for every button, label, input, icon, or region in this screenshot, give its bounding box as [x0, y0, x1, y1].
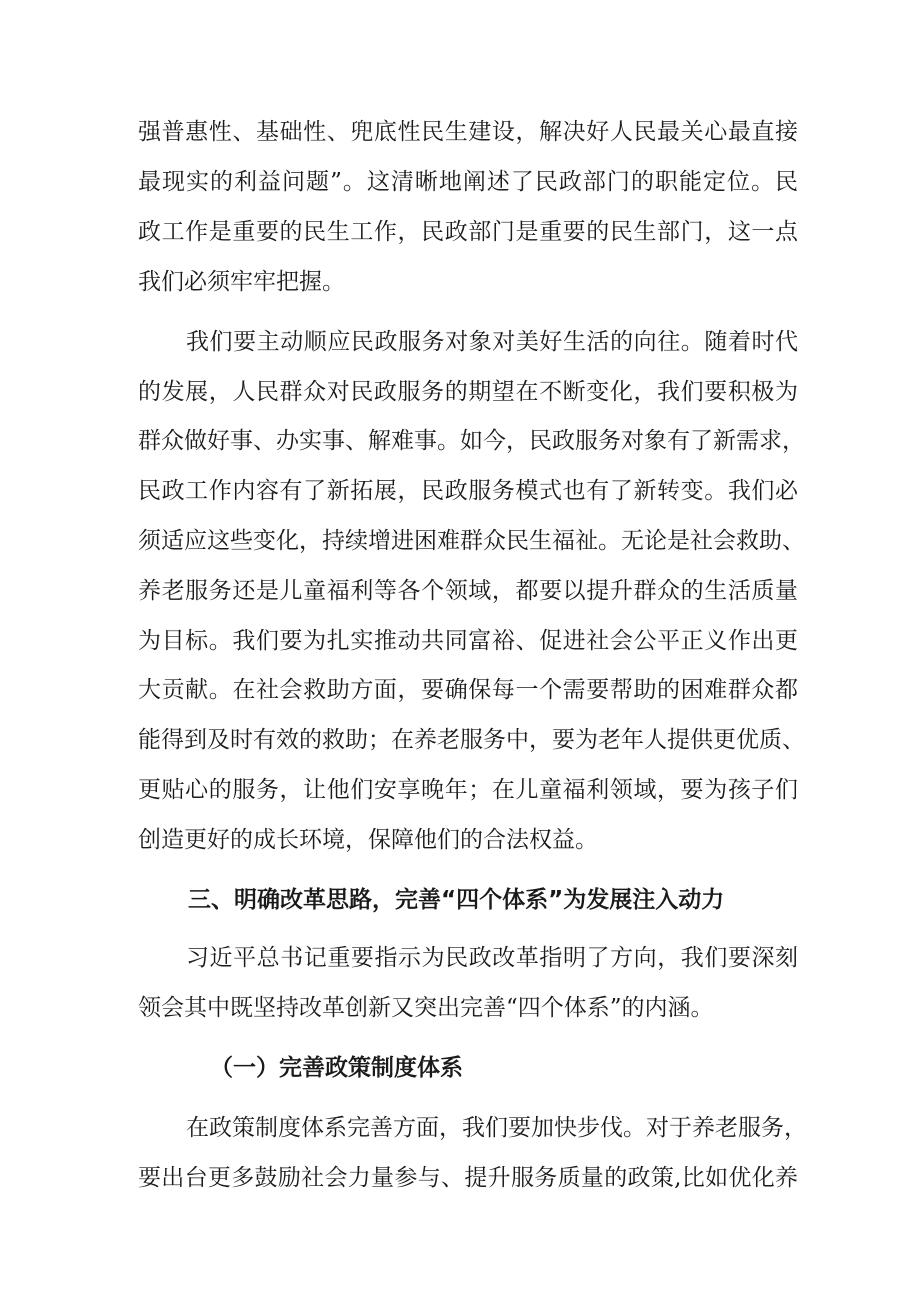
paragraph-line: 民政工作内容有了新拓展，民政服务模式也有了新转变。我们必	[138, 478, 798, 504]
section-heading: 三、明确改革思路，完善“四个体系”为发展注入动力	[188, 887, 725, 913]
paragraph-line: 为目标。我们要为扎实推动共同富裕、促进社会公平正义作出更	[138, 628, 798, 654]
paragraph-line: 政工作是重要的民生工作，民政部门是重要的民生部门，这一点	[138, 219, 798, 245]
paragraph-line: 大贡献。在社会救助方面，要确保每一个需要帮助的困难群众都	[138, 677, 798, 703]
paragraph-line: 能得到及时有效的救助；在养老服务中，要为老年人提供更优质、	[138, 727, 805, 753]
paragraph-line: 我们要主动顺应民政服务对象对美好生活的向往。随着时代	[186, 329, 798, 355]
paragraph-line: 更贴心的服务，让他们安享晚年；在儿童福利领域，要为孩子们	[138, 777, 798, 803]
paragraph-line: 我们必须牢牢把握。	[138, 269, 345, 295]
paragraph-line: 创造更好的成长环境，保障他们的合法权益。	[138, 827, 598, 853]
paragraph-line: 要出台更多鼓励社会力量参与、提升服务质量的政策,比如优化养	[138, 1165, 798, 1191]
paragraph-line: 在政策制度体系完善方面，我们要加快步伐。对于养老服务，	[186, 1115, 807, 1141]
paragraph-line: 群众做好事、办实事、解难事。如今，民政服务对象有了新需求，	[138, 428, 805, 454]
paragraph-line: 领会其中既坚持改革创新又突出完善“四个体系”的内涵。	[138, 995, 714, 1021]
paragraph-line: 习近平总书记重要指示为民政改革指明了方向，我们要深刻	[186, 945, 798, 971]
paragraph-line: 最现实的利益问题”。这清晰地阐述了民政部门的职能定位。民	[138, 169, 798, 195]
subsection-heading: （一）完善政策制度体系	[210, 1055, 463, 1081]
paragraph-line: 养老服务还是儿童福利等各个领域，都要以提升群众的生活质量	[138, 578, 798, 604]
paragraph-line: 须适应这些变化，持续增进困难群众民生福祉。无论是社会救助、	[138, 528, 805, 554]
paragraph-line: 的发展，人民群众对民政服务的期望在不断变化，我们要积极为	[138, 379, 798, 405]
paragraph-line: 强普惠性、基础性、兜底性民生建设，解决好人民最关心最直接	[138, 119, 798, 145]
